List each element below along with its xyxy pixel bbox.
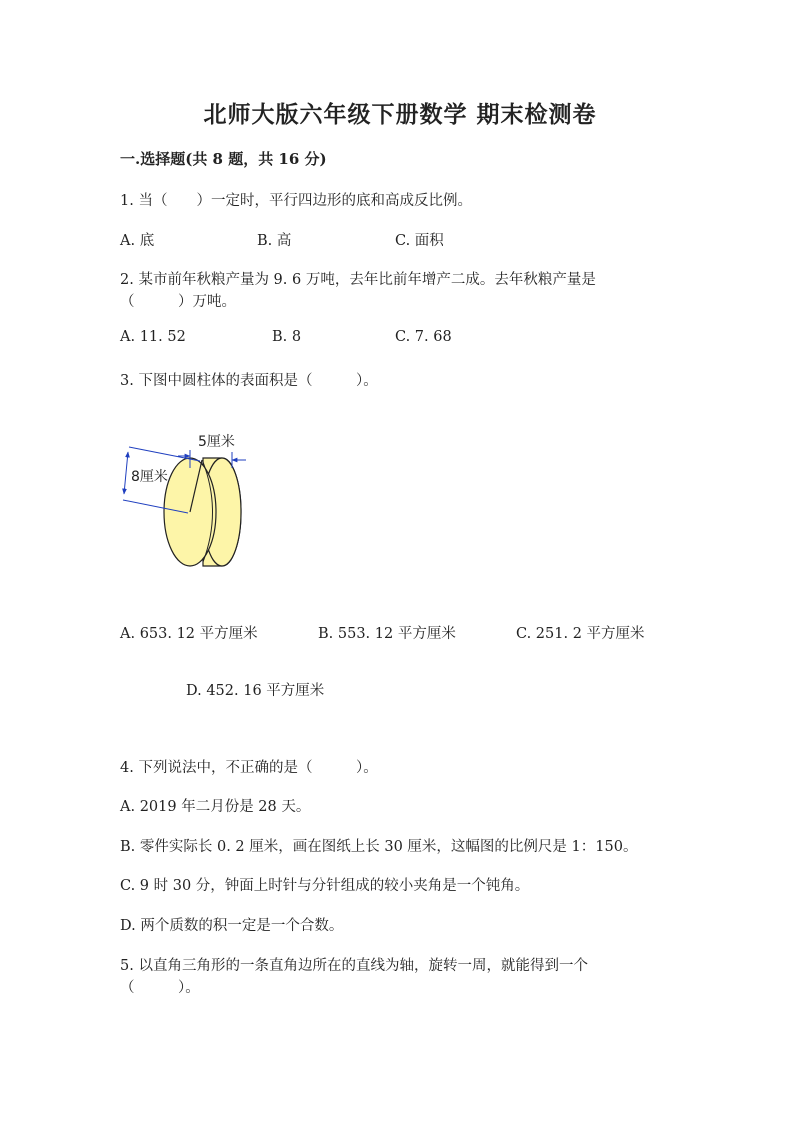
question-3-option-c: C. 251. 2 平方厘米 xyxy=(516,626,645,642)
question-4-option-a: A. 2019 年二月份是 28 天。 xyxy=(120,799,311,815)
question-3-option-b: B. 553. 12 平方厘米 xyxy=(318,626,456,642)
question-3-text: 3. 下图中圆柱体的表面积是（ ）。 xyxy=(120,373,378,389)
question-2-option-b: B. 8 xyxy=(272,329,302,345)
width-label: 5厘米 xyxy=(198,434,235,450)
radius-label: 8厘米 xyxy=(131,469,168,485)
question-4-option-c: C. 9 时 30 分，钟面上时针与分针组成的较小夹角是一个钝角。 xyxy=(120,878,530,894)
question-1-option-c: C. 面积 xyxy=(395,233,444,249)
cylinder-figure xyxy=(118,425,258,575)
question-2-text-continued: （ ）万吨。 xyxy=(120,294,236,310)
page-title: 北师大版六年级下册数学 期末检测卷 xyxy=(203,101,597,128)
question-1-option-b: B. 高 xyxy=(257,233,292,249)
question-5-text-continued: （ ）。 xyxy=(120,980,200,996)
question-4-option-b: B. 零件实际长 0. 2 厘米，画在图纸上长 30 厘米，这幅图的比例尺是 1：150。 xyxy=(120,839,638,855)
radius-dimension-line xyxy=(129,447,200,461)
question-1-text: 1. 当（ ）一定时，平行四边形的底和高成反比例。 xyxy=(120,193,472,209)
question-5-text: 5. 以直角三角形的一条直角边所在的直线为轴，旋转一周，就能得到一个 xyxy=(120,958,588,974)
question-1-option-a: A. 底 xyxy=(120,233,155,249)
question-3-option-a: A. 653. 12 平方厘米 xyxy=(120,626,258,642)
question-2-option-c: C. 7. 68 xyxy=(395,329,452,345)
question-3-option-d: D. 452. 16 平方厘米 xyxy=(186,683,325,699)
question-2-text: 2. 某市前年秋粮产量为 9. 6 万吨，去年比前年增产二成。去年秋粮产量是 xyxy=(120,272,596,288)
question-2-option-a: A. 11. 52 xyxy=(120,329,186,345)
question-4-text: 4. 下列说法中，不正确的是（ ）。 xyxy=(120,760,378,776)
section-heading-choice: 一.选择题(共 8 题，共 16 分) xyxy=(120,150,327,168)
question-4-option-d: D. 两个质数的积一定是一个合数。 xyxy=(120,918,344,934)
radius-arrow xyxy=(124,452,128,494)
